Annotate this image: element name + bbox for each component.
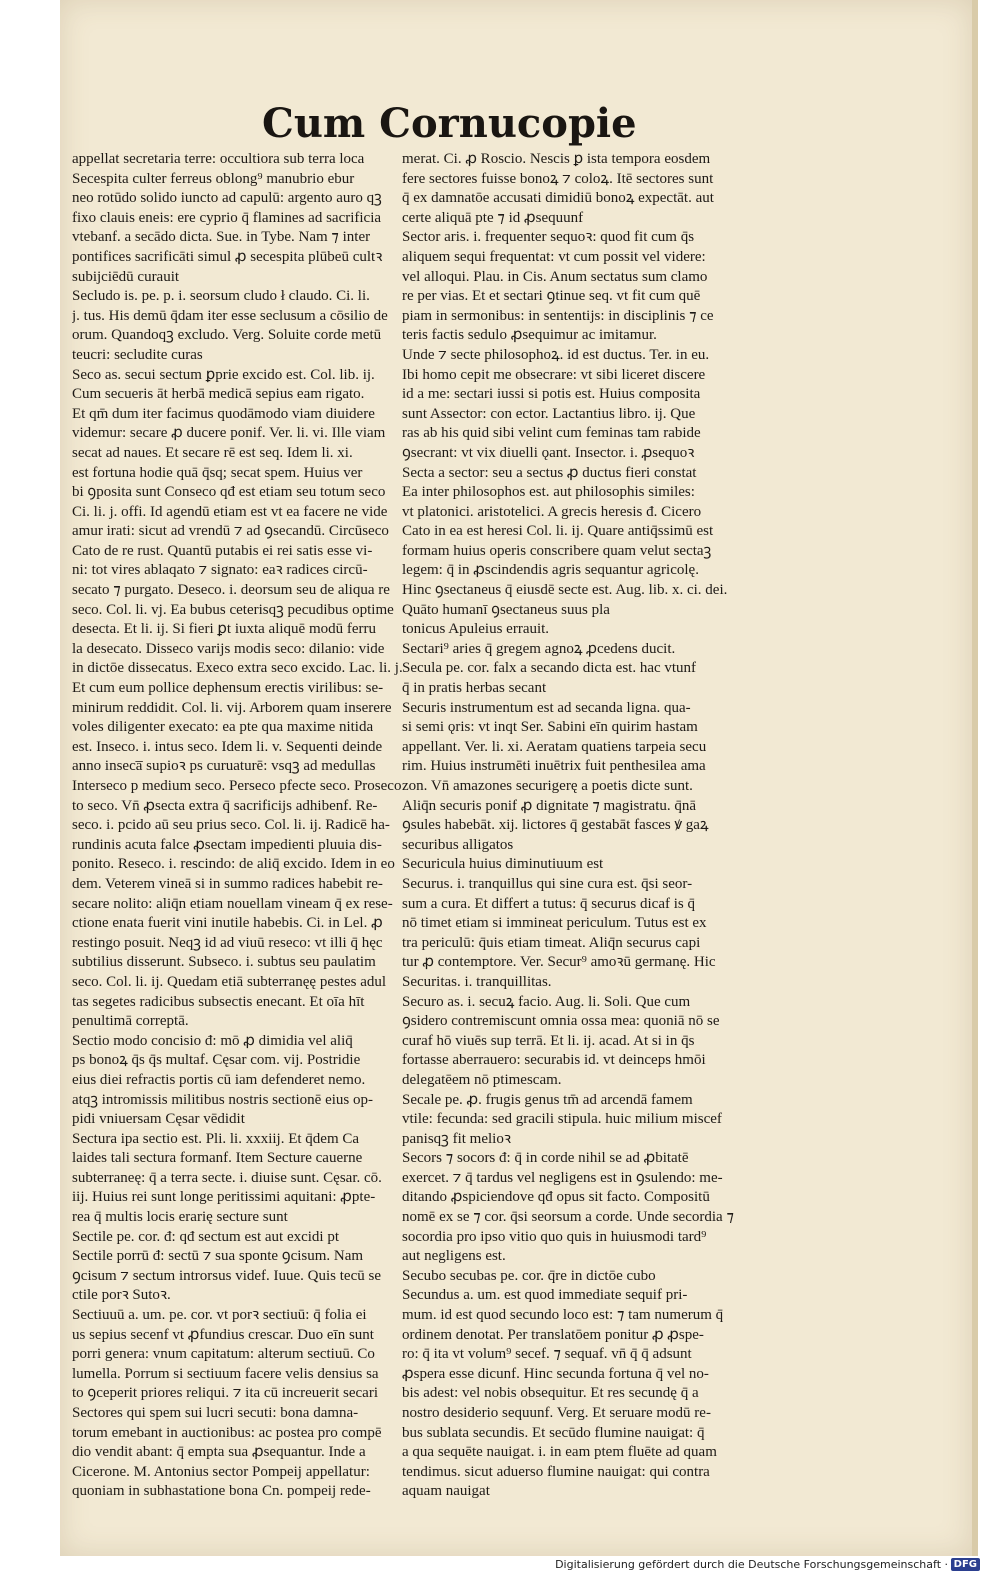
text-line: anno inseca̅ supioꝛ ps curuaturē: vsqꝫ ad medullas xyxy=(72,758,376,775)
text-line: est. Inseco. i. intus seco. Idem li. v. Sequenti deinde xyxy=(72,738,383,755)
text-line: piam in sermonibus: in sententijs: in disciplinis ⁊ ce xyxy=(402,307,714,324)
text-line: seco. i. pcido aū seu prius seco. Col. li. ij. Radicē ha- xyxy=(72,817,390,834)
text-line: torum emebant in auctionibus: ac postea pro compē xyxy=(72,1424,382,1441)
text-line: secat ad naues. Et secare rē est seq. Idem li. xi. xyxy=(72,444,353,461)
text-line: ditando ꝓspiciendove qđ opus sit facto. Compositū xyxy=(402,1189,710,1206)
text-line: ras ab his quid sibi velint cum feminas tam rabide xyxy=(402,425,701,442)
text-line: seco. Col. li. vj. Ea bubus ceterisqꝫ pecudibus optime xyxy=(72,601,394,618)
text-line: vtebanf. a secādo dicta. Sue. in Tybe. Nam ⁊ inter xyxy=(72,229,371,246)
page-edge xyxy=(972,0,978,1556)
text-line: Sectile porrū đ: sectū ⁊ sua sponte ꝯcisum. Nam xyxy=(72,1248,364,1265)
text-line: ro: q̄ ita vt volum⁹ secef. ⁊ sequaf. vn̄ q̄ q̄ adsunt xyxy=(402,1346,692,1363)
text-line: pidi vniuersam Cęsar vēdidit xyxy=(72,1111,245,1128)
text-line: appellant. Ver. li. xi. Aeratam quatiens tarpeia secu xyxy=(402,738,707,755)
text-line: ꝯcisum ⁊ sectum introrsus videf. Iuue. Quis tecū se xyxy=(72,1267,381,1284)
dfg-logo: DFG xyxy=(951,1558,980,1571)
text-line: teucri: secludite curas xyxy=(72,346,203,363)
text-line: Unde ⁊ secte philosophoꝝ. id est ductus. Ter. in eu. xyxy=(402,346,710,363)
text-line: tonicus Apuleius errauit. xyxy=(402,621,550,638)
text-line: merat. Ci. ꝓ Roscio. Nescis ꝑ ista tempora eosdem xyxy=(402,151,711,167)
text-line: bis adest: vel nobis obsequitur. Et res secundę q̄ a xyxy=(402,1385,699,1402)
text-line: Et cum eum pollice dephensum erectis virilibus: se- xyxy=(72,680,384,697)
text-line: secato ⁊ purgato. Deseco. i. deorsum seu de aliqua re xyxy=(72,582,390,599)
text-line: ponito. Reseco. i. rescindo: de aliq̄ excido. Idem in eo xyxy=(72,856,395,873)
text-line: Sectari⁹ aries q̄ gregem agnoꝝ ꝓcedens ducit. xyxy=(402,640,676,657)
text-line: ctione enata fuerit vini inutile habebis. Ci. in Lel. ꝓ xyxy=(72,915,383,932)
text-line: delegatēem nō ptimescam. xyxy=(402,1071,562,1088)
text-line: curaf hō viuēs sup terrā. Et li. ij. acad. At si in q̄s xyxy=(402,1032,695,1049)
text-line: q̄ ex damnatōe accusati dimidiū bonoꝝ expectāt. aut xyxy=(402,190,714,207)
text-line: socordia pro ipso vitio quo quis in huiusmodi tard⁹ xyxy=(402,1228,707,1245)
text-line: ni: tot vires ablaqato ⁊ signato: eaꝛ radices circū- xyxy=(72,562,368,579)
text-line: nō timet etiam si immineat periculum. Tutus est ex xyxy=(402,915,707,932)
text-line: Sectores qui spem sui lucri secuti: bona damna- xyxy=(72,1405,359,1421)
text-line: mum. id est quod secundo loco est: ⁊ tam numerum q̄ xyxy=(402,1307,724,1324)
text-line: Securis instrumentum est ad secanda ligna. qua- xyxy=(402,699,691,716)
text-line: fortasse aberrauero: securabis id. vt deinceps hmōi xyxy=(402,1052,706,1069)
text-line: tra periculū: q̄uis etiam timeat. Aliq̄n securus capi xyxy=(402,934,701,951)
text-line: Seco as. secui sectum ꝑprie excido est. Col. lib. ij. xyxy=(72,366,375,383)
text-line: rundinis acuta falce ꝓsectam impedienti pluuia dis- xyxy=(72,836,382,853)
text-line: rim. Huius instrumēti inuētrix fuit penthesilea ama xyxy=(402,758,706,775)
text-line: q̄ in pratis herbas secant xyxy=(402,680,547,697)
text-line: ordinem denotat. Per translatōem ponitur ꝓ ꝓspe- xyxy=(402,1326,704,1343)
text-line: to seco. Vn̄ ꝓsecta extra q̄ sacrificijs adhibenf. Re- xyxy=(72,797,378,814)
text-line: exercet. ⁊ q̄ tardus vel negligens est in ꝯsulendo: me- xyxy=(402,1169,723,1186)
text-line: restingo posuit. Neqꝫ id ad viuū reseco: vt illi q̄ hęc xyxy=(72,934,383,951)
text-line: eius diei refractis portis cū iam defenderet nemo. xyxy=(72,1071,366,1088)
text-line: legem: q̄ in ꝓscindendis agris sequantur agricolę. xyxy=(402,562,699,579)
text-line: pontifices sacrificāti simul ꝓ secespita plūbeū cultꝛ xyxy=(72,248,383,265)
text-line: fere sectores fuisse bonoꝝ ⁊ coloꝝ. Itē sectores sunt xyxy=(402,170,714,187)
text-line: re per vias. Et et sectari ꝯtinue seq. vt fit cum quē xyxy=(402,288,701,305)
text-line: laides tali sectura formanf. Item Secture cauerne xyxy=(72,1150,363,1167)
text-line: Ea inter philosophos est. aut philosophis similes: xyxy=(402,484,695,501)
text-line: ctile porꝛ Sutoꝛ. xyxy=(72,1287,171,1304)
text-line: Secta a sector: seu a sectus ꝓ ductus fieri constat xyxy=(402,464,697,481)
text-line: quoniam in subhastatione bona Cn. pompeij rede- xyxy=(72,1483,371,1500)
left-text-column xyxy=(72,150,412,1502)
text-line: appellat secretaria terre: occultiora sub terra loca xyxy=(72,151,365,167)
text-line: Securicula huius diminutiuum est xyxy=(402,856,604,873)
text-line: ꝓspera esse dicunf. Hinc secunda fortuna q̄ vel no- xyxy=(402,1365,709,1382)
right-text-column xyxy=(402,150,772,1502)
text-line: id a me: sectari iussi si potis est. Huius composita xyxy=(402,386,701,403)
text-line: Secundus a. um. est quod immediate sequif pri- xyxy=(402,1287,688,1304)
text-line: amur irati: sicut ad vrendū ⁊ ad ꝯsecandū. Circūseco xyxy=(72,523,389,540)
text-line: desecta. Et li. ij. Si fieri ꝑt iuxta aliquē modū ferru xyxy=(72,621,377,638)
text-line: secare nolito: aliq̄n etiam nouellam vineam q̄ ex rese- xyxy=(72,895,393,912)
text-line: atqꝫ intromissis militibus nostris sectionē eius op- xyxy=(72,1091,373,1108)
text-line: ps bonoꝝ q̄s q̄s multaf. Cęsar com. vij. Postridie xyxy=(72,1052,361,1069)
text-line: tendimus. sicut aduerso flumine nauigat: qui contra xyxy=(402,1463,710,1480)
text-line: Secors ⁊ socors đ: q̄ in corde nihil se ad ꝓbitatē xyxy=(402,1150,689,1167)
text-line: voles diligenter execato: ea pte qua maxime nitida xyxy=(72,719,374,736)
text-line: Securo as. i. secuꝝ facio. Aug. li. Soli. Que cum xyxy=(402,993,691,1010)
text-line: porri genera: vnum capitatum: alterum sectiuū. Co xyxy=(72,1346,375,1363)
text-line: Securitas. i. tranquillitas. xyxy=(402,973,552,990)
text-line: si semi ǫris: vt inqt Ser. Sabini eīn quirim hastam xyxy=(402,719,698,736)
text-line: Et qm̄ dum iter facimus quodāmodo viam diuidere xyxy=(72,405,375,422)
text-line: nostro desiderio sequunf. Verg. Et seruare modū re- xyxy=(402,1405,711,1421)
text-line: Securus. i. tranquillus qui sine cura est. q̄si seor- xyxy=(402,875,693,892)
text-line: neo rotūdo solido iuncto ad capulū: argento auro qꝫ xyxy=(72,190,382,207)
text-line: teris factis sedulo ꝓsequimur ac imitamur. xyxy=(402,327,657,344)
text-line: aut negligens est. xyxy=(402,1248,506,1265)
text-line: rea q̄ multis locis erarię secture sunt xyxy=(72,1209,288,1226)
text-line: Cato de re rust. Quantū putabis ei rei satis esse vi- xyxy=(72,542,373,559)
text-line: lumella. Porrum si sectiuum facere velis densius sa xyxy=(72,1365,379,1382)
text-line: aliquem sequi frequentat: vt cum possit vel videre: xyxy=(402,248,706,265)
text-line: tur ꝓ contemptore. Ver. Secur⁹ amoꝛū germanę. Hic xyxy=(402,954,716,971)
text-line: vt platonici. aristotelici. A grecis heresis đ. Cicero xyxy=(402,503,702,520)
text-line: Ci. li. j. offi. Id agendū etiam est vt ea facere ne vide xyxy=(72,503,388,520)
text-line: ꝯsules habebāt. xij. lictores q̄ gestabāt fasces ꝟ gaꝝ xyxy=(402,817,709,834)
text-line: Sectio modo concisio đ: mō ꝓ dimidia vel aliq̄ xyxy=(72,1032,353,1049)
digitization-footer xyxy=(0,1556,1000,1577)
text-line: iij. Huius rei sunt longe peritissimi aquitani: ꝓpte- xyxy=(72,1189,376,1206)
text-line: la desecato. Disseco varijs modis seco: dilanio: vide xyxy=(72,640,385,657)
text-line: est fortuna hodie quā q̄sq; secat spem. Huius ver xyxy=(72,464,363,481)
text-line: Secula pe. cor. falx a secando dicta est. hac vtunf xyxy=(402,660,697,677)
text-line: Cicerone. M. Antonius sector Pompeij appellatur: xyxy=(72,1463,370,1480)
text-line: bi ꝯposita sunt Conseco qđ est etiam seu totum seco xyxy=(72,484,386,501)
text-line: a qua sequēte nauigat. i. in eam ptem fluēte ad quam xyxy=(402,1444,717,1461)
text-line: minirum reddidit. Col. li. vij. Arborem quam inserere xyxy=(72,699,392,716)
text-line: penultimā correptā. xyxy=(72,1013,189,1030)
text-line: ꝯsidero contremiscunt omnia ossa mea: quoniā nō se xyxy=(402,1013,720,1030)
text-line: fixo clauis eneis: ere cyprio q̄ flamines ad sacrificia xyxy=(72,209,382,226)
text-line: Interseco p medium seco. Perseco pfecte seco. Proseco xyxy=(72,778,402,794)
text-line: tas segetes radicibus subsectis enecant. Et oīa hīt xyxy=(72,993,365,1010)
text-line: Sectiuuū a. um. pe. cor. vt porꝛ sectiuū: q̄ folia ei xyxy=(72,1307,367,1324)
text-line: Secludo is. pe. p. i. seorsum cludo ł claudo. Ci. li. xyxy=(72,288,370,305)
text-line: nomē ex se ⁊ cor. q̄si seorsum a corde. Unde secordia ⁊ xyxy=(402,1209,734,1226)
page-heading: Cum Cornucopie xyxy=(262,100,637,147)
text-line: seco. Col. li. ij. Quedam etiā subterranęę pestes adul xyxy=(72,973,387,990)
text-line: Sector aris. i. frequenter sequoꝛ: quod fit cum q̄s xyxy=(402,229,695,246)
text-line: subterraneę: q̄ a terra secte. i. diuise sunt. Cęsar. cō. xyxy=(72,1169,382,1186)
text-line: zon. Vn̄ amazones securigerę a poetis dicte sunt. xyxy=(402,778,693,794)
funding-credit: Digitalisierung gefördert durch die Deutsche Forschungsgemeinschaft · xyxy=(555,1558,948,1571)
text-line: bus sublata secundis. Et secūdo flumine nauigat: q̄ xyxy=(402,1424,705,1441)
text-line: videmur: secare ꝓ ducere ponif. Ver. li. vi. Ille viam xyxy=(72,425,386,442)
text-line: Ibi homo cepit me obsecrare: vt sibi liceret discere xyxy=(402,366,706,383)
text-line: Secubo secubas pe. cor. q̄re in dictōe cubo xyxy=(402,1267,656,1284)
text-line: vtile: fecunda: sed gracili stipula. huic milium miscef xyxy=(402,1111,722,1128)
text-line: sunt Assector: con ector. Lactantius libro. ij. Que xyxy=(402,405,696,422)
text-line: vel alloqui. Plau. in Cis. Anum sectatus sum clamo xyxy=(402,268,708,285)
text-line: aquam nauigat xyxy=(402,1483,490,1500)
text-line: Sectile pe. cor. đ: qđ sectum est aut excidi pt xyxy=(72,1228,340,1245)
text-line: orum. Quandoqꝫ excludo. Verg. Soluite corde metū xyxy=(72,327,382,344)
text-line: Hinc ꝯsectaneus q̄ eiusdē secte est. Aug. lib. x. ci. dei. xyxy=(402,582,728,599)
text-line: panisqꝫ fit melioꝛ xyxy=(402,1130,511,1147)
text-line: certe aliquā pte ⁊ id ꝓsequunf xyxy=(402,209,584,226)
text-line: ꝯsecrant: vt vix diuelli ǫant. Insector. i. ꝓsequoꝛ xyxy=(402,444,695,461)
text-line: dio vendit abant: q̄ empta sua ꝓsequantur. Inde a xyxy=(72,1444,366,1461)
text-line: j. tus. His demū q̄dam iter esse seclusum a cōsilio de xyxy=(72,307,388,324)
text-line: Cato in ea est heresi Col. li. ij. Quare antiq̄ssimū est xyxy=(402,523,714,540)
text-line: subtilius disserunt. Subseco. i. subtus seu paulatim xyxy=(72,954,376,971)
text-line: Cum secueris āt herbā medicā sepius eam rigato. xyxy=(72,386,365,403)
text-line: subijciēdū curauit xyxy=(72,268,180,285)
text-line: Secespita culter ferreus oblong⁹ manubrio ebur xyxy=(72,170,355,187)
text-line: Aliq̄n securis ponif ꝓ dignitate ⁊ magistratu. q̄nā xyxy=(402,797,697,814)
text-line: to ꝯceperit priores reliqui. ⁊ ita cū increuerit secari xyxy=(72,1385,379,1402)
text-line: formam huius operis conscribere quam velut sectaꝫ xyxy=(402,542,712,559)
text-line: Quāto humanī ꝯsectaneus suus pla xyxy=(402,601,610,618)
text-line: securibus alligatos xyxy=(402,836,514,853)
text-line: Secale pe. ꝓ. frugis genus tm̄ ad arcendā famem xyxy=(402,1091,693,1108)
text-line: us sepius secenf vt ꝓfundius crescar. Duo eīn sunt xyxy=(72,1326,374,1343)
text-line: in dictōe dissecatus. Execo extra seco excido. Lac. li. j. xyxy=(72,660,403,677)
text-line: Sectura ipa sectio est. Pli. li. xxxiij. Et q̄dem Ca xyxy=(72,1130,360,1147)
text-line: dem. Veterem vineā si in summo radices habebit re- xyxy=(72,875,383,892)
text-line: sum a cura. Et differt a tutus: q̄ securus dicaf is q̄ xyxy=(402,895,695,912)
